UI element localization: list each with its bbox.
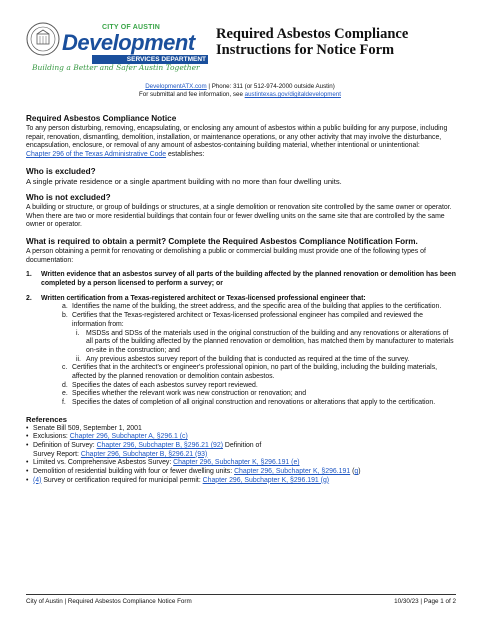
notice-link-line	[26, 151, 456, 160]
list-item	[62, 303, 456, 312]
reference-link[interactable]: (4)	[33, 476, 42, 484]
item-text: MSDSs and SDSs of the materials used in the original construction of the building and any renovations or alterations of all parts of the building affected by the planned renovation or demolition, has matched them by manufacturer to materials on-site in the construction; and	[86, 329, 454, 354]
item-text: Specifies the dates of each asbestos survey report reviewed.	[72, 381, 258, 389]
permit-item-1	[26, 271, 456, 288]
reference-link[interactable]: Chapter 296, Subchapter B, §296.21 (92)	[96, 441, 223, 449]
not-excluded-heading: Who is not excluded?	[26, 192, 111, 202]
reference-text: Definition of Survey:	[33, 441, 97, 449]
certification-requirements	[26, 303, 456, 407]
permit-item-2	[26, 295, 456, 304]
item-label: d.	[62, 381, 68, 389]
item-text: Specifies the dates of completion of all original construction and renovations or alterations that apply to the certification.	[72, 399, 436, 407]
reference-text: (	[350, 468, 355, 476]
reference-text: Senate Bill 509, September 1, 2001	[33, 424, 142, 432]
bullet: •	[26, 433, 29, 441]
item-text: Written certification from a Texas-registered architect or Texas-licensed professional engineer that:	[41, 294, 366, 302]
tagline: Building a Better and Safer Austin Together	[32, 63, 200, 72]
item-label: ii.	[76, 355, 81, 363]
item-label: c.	[62, 364, 68, 372]
reference-link[interactable]: Chapter 296, Subchapter B, §296.21 (93)	[80, 450, 208, 458]
reference-item	[26, 477, 456, 486]
excluded-body: A single private residence or a single apartment building with no more than four dwelling units.	[26, 176, 342, 186]
item-text: Written evidence that an asbestos survey of all parts of the building affected by the planned renovation or demolition has been completed by a person licensed to perform a survey; or	[41, 271, 456, 288]
bullet: •	[26, 459, 29, 467]
footer-left: City of Austin | Required Asbestos Compliance Notice Form	[26, 598, 192, 605]
list-item	[62, 399, 456, 408]
notice-link-suffix: establishes:	[166, 151, 205, 159]
submittal-text: For submittal and fee information, see	[139, 91, 243, 98]
reference-link[interactable]: Chapter 296, Subchapter K, §296.191 (g)	[202, 476, 330, 484]
item-label: b.	[62, 312, 68, 320]
excluded-heading: Who is excluded?	[26, 166, 96, 176]
bullet: •	[26, 476, 29, 484]
title-line-2: Instructions for Notice Form	[216, 42, 395, 58]
references-heading: References	[26, 414, 67, 424]
reference-link[interactable]: Chapter 296, Subchapter K, §296.191	[234, 468, 351, 476]
title-line-1: Required Asbestos Compliance	[216, 26, 409, 42]
reference-text: Survey Report:	[33, 450, 81, 458]
item-text: Identifies the name of the building, the street address, and the specific area of the building that applies to the certification.	[72, 303, 442, 311]
reference-text: )	[358, 468, 361, 476]
item-text: Certifies that in the architect’s or engineer's professional opinion, no part of the building, including the building materials, affected by the planned renovation or demolition contain asbestos.	[72, 364, 438, 381]
nested-list	[62, 330, 456, 365]
document-title	[216, 26, 468, 58]
item-text: Any previous asbestos survey report of the building that is conducted as required at the time of the survey.	[86, 355, 410, 363]
phone-text: | Phone: 311 (or 512-974-2000 outside Austin)	[208, 83, 335, 90]
item-label: a.	[62, 303, 68, 311]
reference-link[interactable]: Chapter 296, Subchapter A, §296.1 (c)	[69, 433, 188, 441]
reference-item	[26, 433, 456, 442]
list-item	[62, 364, 456, 381]
contact-info	[0, 83, 480, 99]
notice-heading: Required Asbestos Compliance Notice	[26, 114, 177, 123]
item-text: Certifies that the Texas-registered architect or Texas-licensed professional engineer has compiled and reviewed the information from:	[72, 312, 423, 328]
reference-item	[26, 425, 456, 434]
list-item	[76, 356, 456, 365]
logo-dept-text: SERVICES DEPARTMENT	[92, 55, 208, 64]
list-item	[62, 312, 456, 329]
list-item	[76, 330, 456, 356]
reference-text: Exclusions:	[33, 433, 70, 441]
logo-city-text: CITY OF AUSTIN	[102, 24, 161, 31]
permit-intro: A person obtaining a permit for renovating or demolishing a public or commercial building must provide one of the following types of documentation:	[26, 247, 426, 264]
reference-item	[26, 459, 456, 468]
reference-text: Limited vs. Comprehensive Asbestos Survey:	[33, 459, 174, 467]
bullet: •	[26, 441, 29, 449]
not-excluded-body: A building or structure, or group of buildings or structures, at a single demolition or renovation site controlled by the same owner or operator. When there are two or more residential buildings that contain four or fewer dwelling units on the same site that are controlled by the same owner or operator.	[26, 203, 452, 229]
footer-right: 10/30/23 | Page 1 of 2	[394, 598, 456, 605]
permit-heading: What is required to obtain a permit? Complete the Required Asbestos Compliance Notification Form.	[26, 236, 418, 246]
item-label: i.	[76, 329, 80, 337]
reference-text: Survey or certification required for municipal permit:	[41, 476, 203, 484]
reference-link[interactable]: Chapter 296, Subchapter K, §296.191 (e)	[173, 459, 300, 467]
list-item	[62, 382, 456, 391]
item-number: 1.	[26, 271, 32, 279]
logo-main-text: Development	[62, 30, 195, 55]
reference-item	[26, 468, 456, 477]
submittal-link[interactable]: austintexas.gov/digitaldevelopment	[244, 91, 341, 98]
site-link[interactable]: DevelopmentATX.com	[145, 83, 207, 90]
item-text: Specifies whether the relevant work was new construction or renovation; and	[72, 390, 307, 398]
reference-text: Demolition of residential building with four or fewer dwelling units:	[33, 468, 235, 476]
reference-link[interactable]: g	[354, 468, 359, 476]
item-label: e.	[62, 390, 68, 398]
notice-body: To any person disturbing, removing, encapsulating, or enclosing any amount of asbestos within a public building for any purpose, including repair, renovation, dismantling, demolition, installation, or maintenance operations, or any other activity that may involve the disturbance, encapsulation, enclosure, or removal of any amount of asbestos-containing building material, whether intentional or unintentional:	[26, 125, 448, 150]
reference-item	[26, 442, 456, 459]
tac-chapter-link[interactable]: Chapter 296 of the Texas Administrative Code	[26, 151, 167, 159]
main-content	[26, 114, 456, 486]
reference-text: Definition of	[223, 441, 262, 449]
bullet: •	[26, 468, 29, 476]
item-label: f.	[62, 399, 66, 407]
city-seal-icon	[26, 22, 60, 56]
header	[26, 22, 466, 82]
bullet: •	[26, 424, 29, 432]
list-item	[62, 390, 456, 399]
item-number: 2.	[26, 294, 32, 302]
page-footer	[26, 594, 456, 605]
